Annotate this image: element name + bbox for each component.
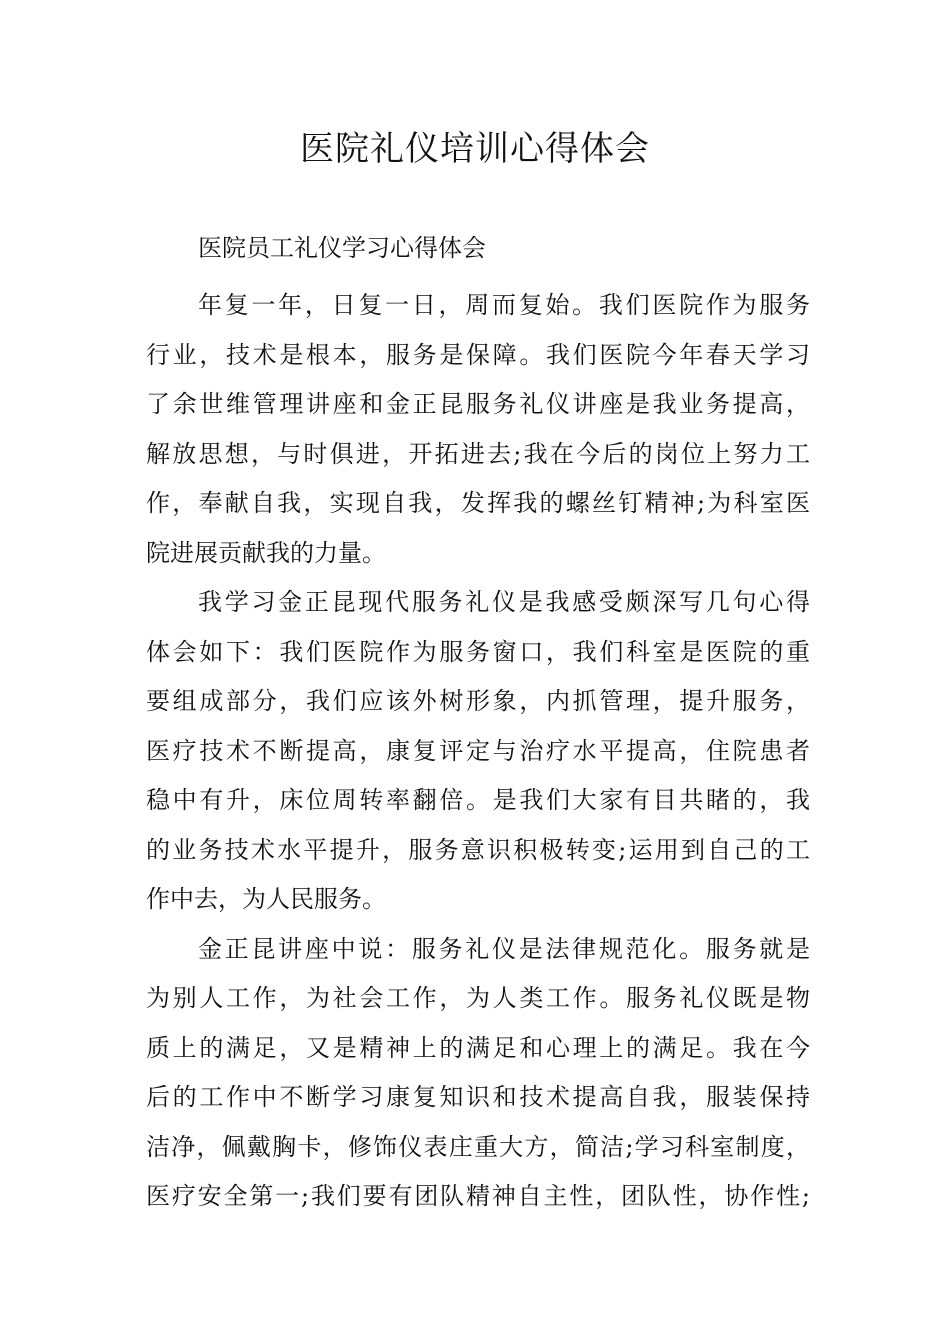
text-line: 质上的满足，又是精神上的满足和心理上的满足。我在今 (146, 1033, 810, 1062)
document-subtitle: 医院员工礼仪学习心得体会 (198, 234, 486, 262)
text-line: 院进展贡献我的力量。 (146, 538, 386, 567)
document-title: 医院礼仪培训心得体会 (300, 129, 650, 169)
text-line: 后的工作中不断学习康复知识和技术提高自我，服装保持 (146, 1083, 810, 1111)
text-line: 作，奉献自我，实现自我，发挥我的螺丝钉精神;为科室医 (146, 489, 810, 517)
text-line: 稳中有升，床位周转率翻倍。是我们大家有目共睹的，我 (146, 786, 810, 814)
text-line: 解放思想，与时俱进，开拓进去;我在今后的岗位上努力工 (146, 439, 810, 468)
text-line: 年复一年，日复一日，周而复始。我们医院作为服务 (198, 291, 810, 319)
text-line: 了余世维管理讲座和金正昆服务礼仪讲座是我业务提高， (146, 390, 810, 418)
text-line: 的业务技术水平提升，服务意识积极转变;运用到自己的工 (146, 835, 810, 864)
text-line: 为别人工作，为社会工作，为人类工作。服务礼仪既是物 (146, 984, 810, 1012)
document-body (146, 281, 810, 1222)
text-line: 要组成部分，我们应该外树形象，内抓管理，提升服务， (146, 687, 810, 715)
text-line: 体会如下：我们医院作为服务窗口，我们科室是医院的重 (146, 637, 810, 666)
text-line: 医疗技术不断提高，康复评定与治疗水平提高，住院患者 (146, 736, 810, 765)
text-line: 洁净，佩戴胸卡，修饰仪表庄重大方，简洁;学习科室制度， (146, 1132, 810, 1161)
paragraph-2 (146, 578, 810, 925)
text-line: 行业，技术是根本，服务是保障。我们医院今年春天学习 (146, 340, 810, 369)
text-line: 医疗安全第一;我们要有团队精神自主性，团队性，协作性; (146, 1182, 810, 1210)
text-line: 我学习金正昆现代服务礼仪是我感受颇深写几句心得 (198, 588, 810, 616)
text-line: 作中去，为人民服务。 (146, 885, 386, 913)
paragraph-1 (146, 281, 810, 578)
paragraph-3 (146, 925, 810, 1222)
text-line: 金正昆讲座中说：服务礼仪是法律规范化。服务就是 (198, 934, 810, 963)
